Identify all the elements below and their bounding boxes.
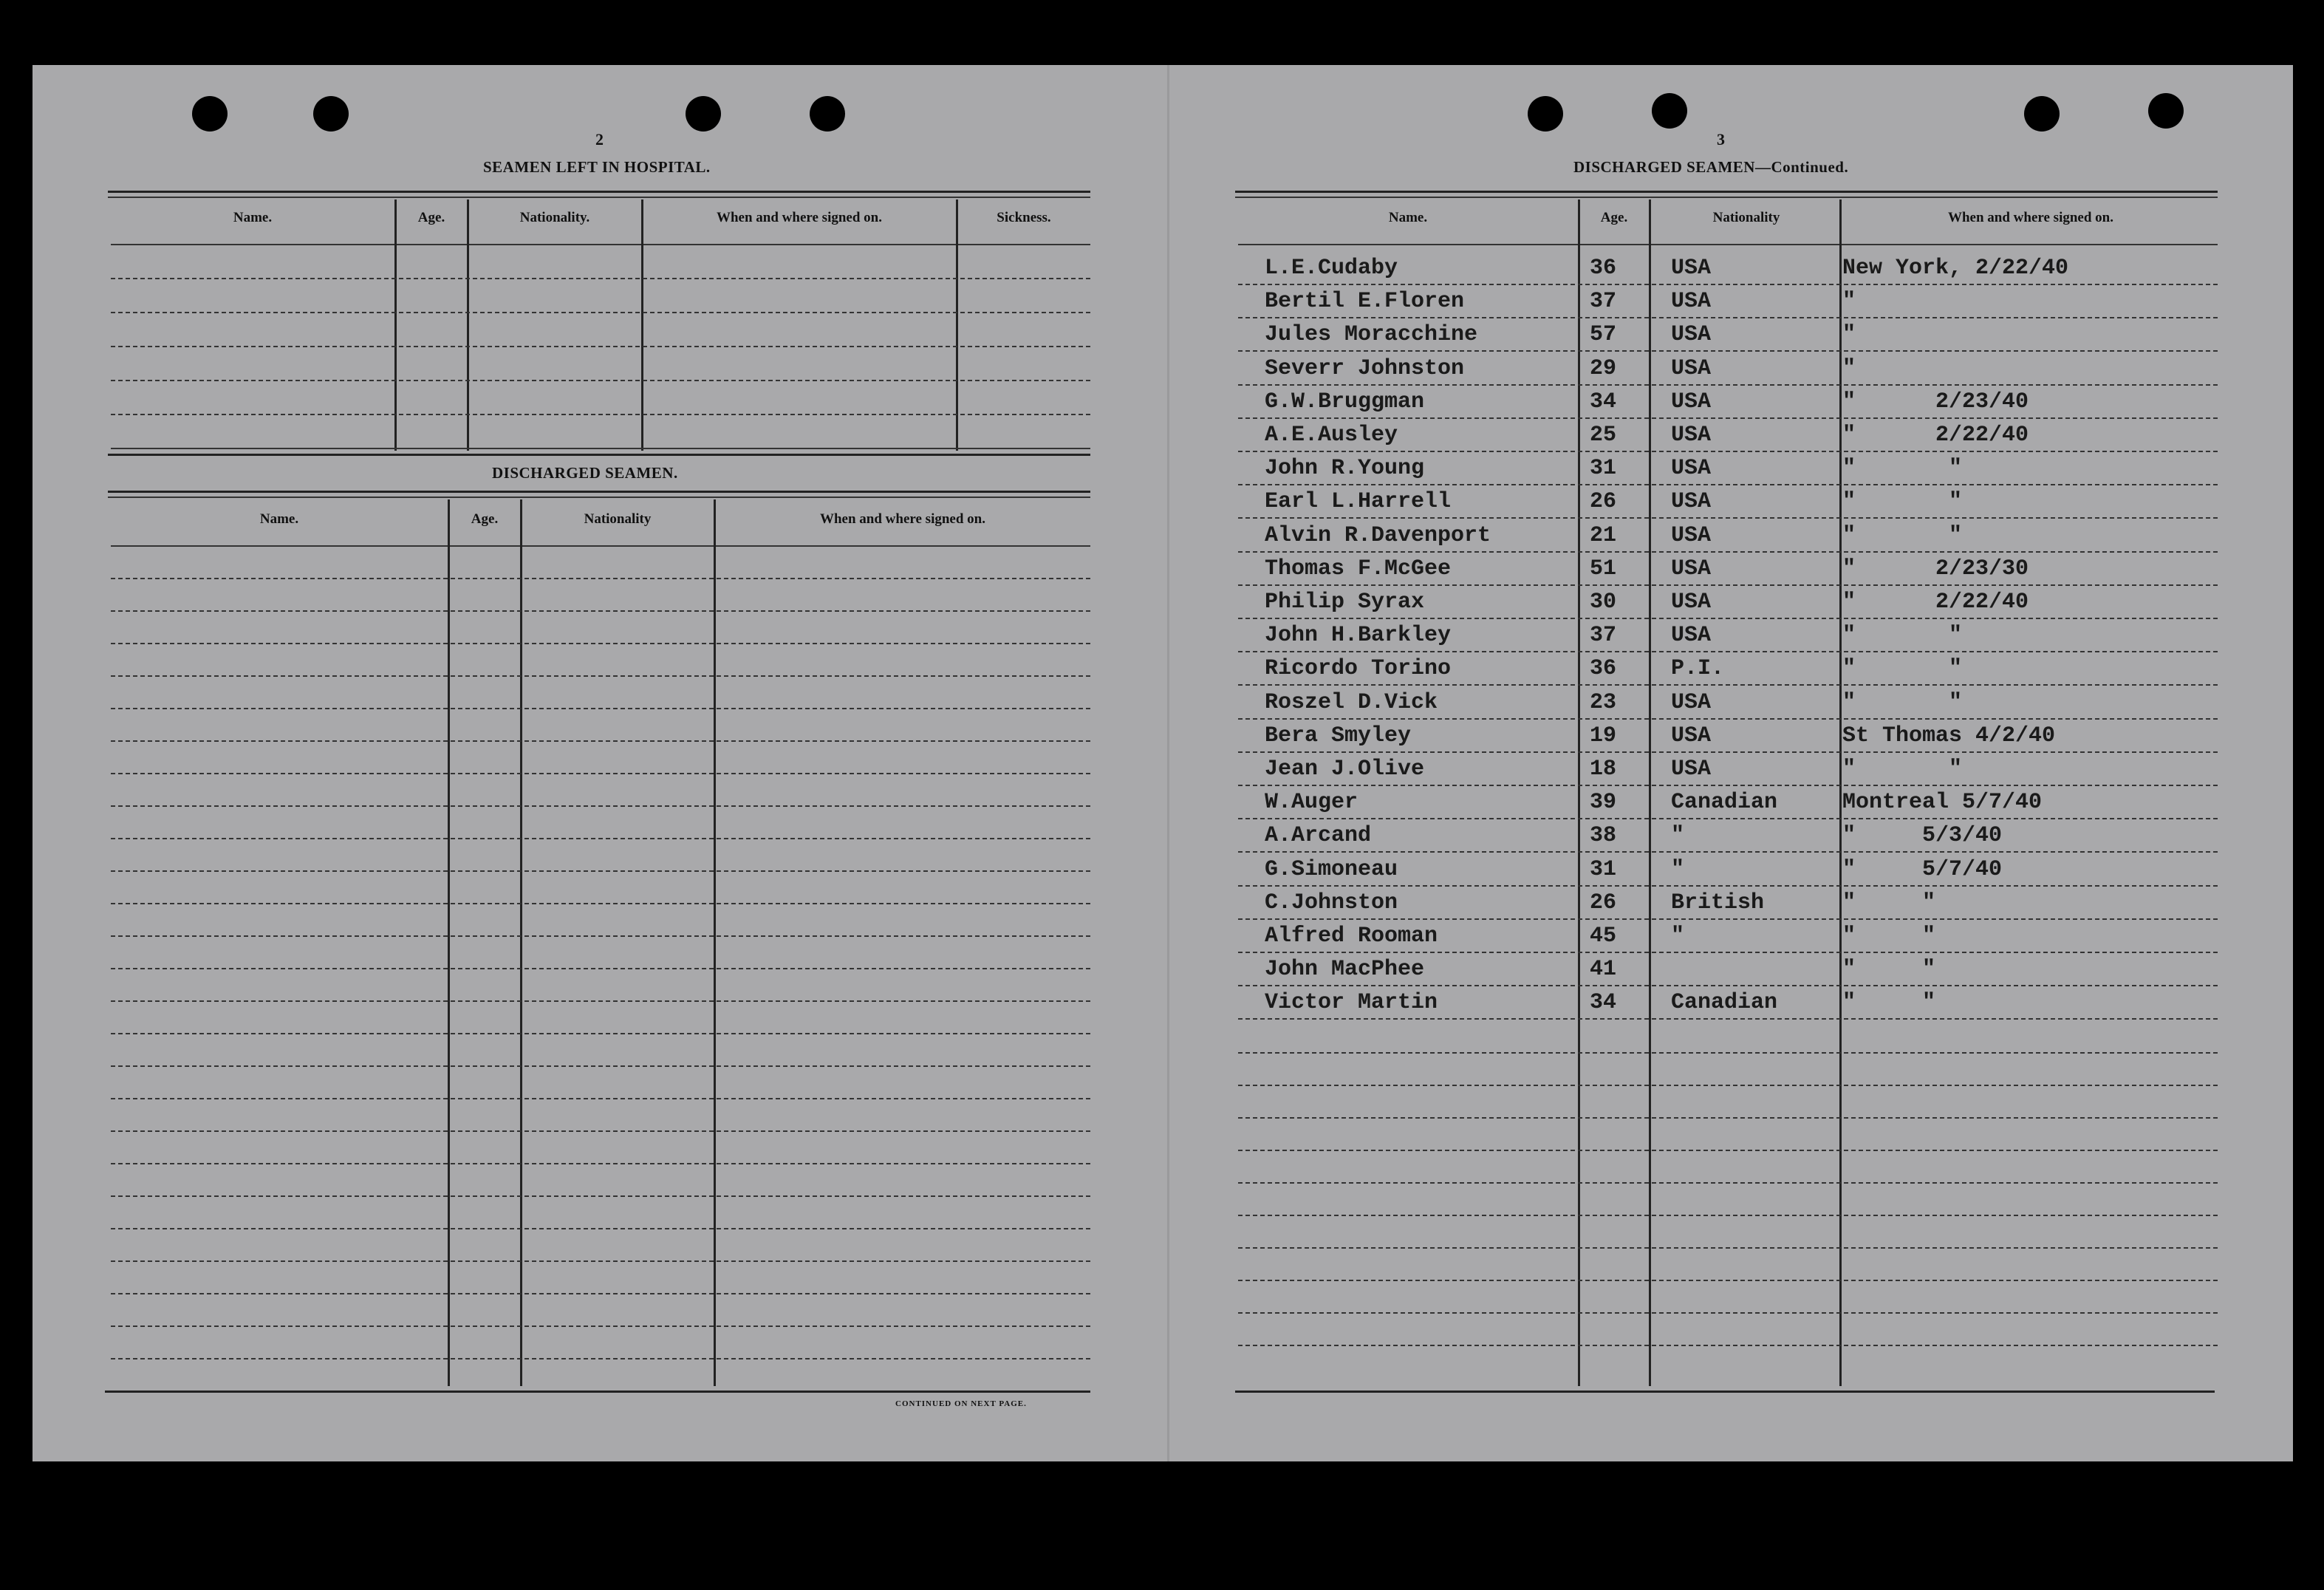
hospital-section-title: SEAMEN LEFT IN HOSPITAL.: [483, 158, 711, 176]
right-row-line: [1238, 384, 2218, 386]
right-column-divider: [1578, 199, 1580, 1386]
right-top-rule: [1235, 197, 2218, 198]
discharged-row-line: [111, 935, 1090, 937]
seaman-signed-on: New York, 2/22/40: [1842, 256, 2069, 281]
seaman-age: 36: [1590, 656, 1617, 681]
seaman-nationality: USA: [1671, 456, 1712, 481]
seaman-signed-on: St Thomas 4/2/40: [1842, 723, 2056, 748]
right-row-line: [1238, 451, 2218, 452]
hospital-row-line: [111, 346, 1090, 347]
right-row-line: [1238, 1117, 2218, 1119]
right-row-line: [1238, 618, 2218, 619]
right-row-line: [1238, 1280, 2218, 1281]
seaman-name: Earl L.Harrell: [1265, 489, 1452, 514]
discharged-section-title: DISCHARGED SEAMEN.: [492, 464, 678, 482]
discharged-row-line: [111, 1293, 1090, 1294]
seaman-name: G.W.Bruggman: [1265, 389, 1425, 414]
right-row-line: [1238, 1215, 2218, 1216]
binder-hole: [1528, 96, 1563, 132]
seaman-age: 31: [1590, 456, 1617, 481]
seaman-name: John H.Barkley: [1265, 623, 1452, 648]
discharged-column-divider: [520, 499, 522, 1386]
seaman-name: A.Arcand: [1265, 823, 1372, 848]
hospital-header-sickness: Sickness.: [997, 210, 1051, 225]
binder-hole: [313, 96, 349, 132]
seaman-signed-on: " 2/23/40: [1842, 389, 2029, 414]
discharged-top-rule: [108, 497, 1090, 498]
seaman-nationality: USA: [1671, 723, 1712, 748]
seaman-name: Roszel D.Vick: [1265, 690, 1438, 715]
discharged-row-line: [111, 773, 1090, 774]
seaman-signed-on: " ": [1842, 523, 1963, 548]
seaman-signed-on: " 2/22/40: [1842, 590, 2029, 615]
hospital-header-name: Name.: [233, 210, 273, 225]
continued-note: CONTINUED ON NEXT PAGE.: [895, 1399, 1027, 1408]
seaman-age: 38: [1590, 823, 1617, 848]
seaman-signed-on: " ": [1842, 990, 1936, 1015]
discharged-row-line: [111, 1033, 1090, 1034]
seaman-signed-on: ": [1842, 322, 1856, 347]
hospital-header-age: Age.: [417, 210, 445, 225]
seaman-name: John R.Young: [1265, 456, 1425, 481]
seaman-nationality: ": [1671, 823, 1685, 848]
seaman-name: W.Auger: [1265, 790, 1358, 815]
discharged-row-line: [111, 643, 1090, 644]
discharged-row-line: [111, 1130, 1090, 1132]
seaman-nationality: USA: [1671, 489, 1712, 514]
seaman-name: Alfred Rooman: [1265, 924, 1438, 949]
seaman-nationality: British: [1671, 890, 1765, 915]
seaman-signed-on: " ": [1842, 957, 1936, 982]
seaman-nationality: USA: [1671, 289, 1712, 314]
seaman-name: A.E.Ausley: [1265, 423, 1398, 448]
seaman-name: Bertil E.Floren: [1265, 289, 1465, 314]
seaman-signed-on: " 2/23/30: [1842, 556, 2029, 581]
right-top-rule: [1235, 191, 2218, 193]
right-row-line: [1238, 952, 2218, 953]
discharged-row-line: [111, 708, 1090, 709]
seaman-signed-on: " ": [1842, 690, 1963, 715]
hospital-column-divider: [467, 199, 469, 451]
hospital-bottom-rule: [108, 454, 1090, 456]
right-row-line: [1238, 1085, 2218, 1086]
seaman-age: 39: [1590, 790, 1617, 815]
seaman-nationality: ": [1671, 857, 1685, 882]
seaman-age: 19: [1590, 723, 1617, 748]
seaman-age: 26: [1590, 489, 1617, 514]
right-section-title: DISCHARGED SEAMEN—Continued.: [1573, 158, 1849, 176]
right-row-line: [1238, 517, 2218, 519]
right-row-line: [1238, 1312, 2218, 1314]
right-row-line: [1238, 484, 2218, 485]
seaman-signed-on: " ": [1842, 656, 1963, 681]
discharged-row-line: [111, 1260, 1090, 1262]
right-header-age: Age.: [1600, 210, 1628, 225]
seaman-nationality: USA: [1671, 690, 1712, 715]
right-row-line: [1238, 985, 2218, 986]
right-row-line: [1238, 1247, 2218, 1249]
right-row-line: [1238, 1150, 2218, 1151]
seaman-name: Jean J.Olive: [1265, 757, 1425, 782]
discharged-header-signed-on: When and where signed on.: [819, 511, 985, 527]
hospital-column-divider: [394, 199, 397, 451]
seaman-signed-on: " ": [1842, 890, 1936, 915]
discharged-row-line: [111, 610, 1090, 612]
discharged-row-line: [111, 1228, 1090, 1229]
binder-hole: [2024, 96, 2060, 132]
right-row-line: [1238, 785, 2218, 786]
seaman-age: 37: [1590, 623, 1617, 648]
discharged-header-nationality: Nationality: [584, 511, 652, 527]
hospital-row-line: [111, 312, 1090, 313]
seaman-signed-on: " ": [1842, 489, 1963, 514]
seaman-name: C.Johnston: [1265, 890, 1398, 915]
discharged-row-line: [111, 838, 1090, 839]
discharged-row-line: [111, 1163, 1090, 1164]
seaman-name: Thomas F.McGee: [1265, 556, 1452, 581]
right-column-divider: [1839, 199, 1842, 1386]
seaman-age: 51: [1590, 556, 1617, 581]
right-row-line: [1238, 350, 2218, 352]
seaman-age: 29: [1590, 356, 1617, 381]
seaman-age: 34: [1590, 389, 1617, 414]
discharged-row-line: [111, 740, 1090, 742]
discharged-row-line: [111, 1065, 1090, 1067]
seaman-nationality: USA: [1671, 356, 1712, 381]
seaman-age: 41: [1590, 957, 1617, 982]
hospital-top-rule: [108, 197, 1090, 198]
discharged-row-line: [111, 968, 1090, 969]
seaman-signed-on: " ": [1842, 757, 1963, 782]
seaman-name: Alvin R.Davenport: [1265, 523, 1491, 548]
seaman-name: Philip Syrax: [1265, 590, 1425, 615]
right-row-line: [1238, 1182, 2218, 1184]
seaman-nationality: USA: [1671, 623, 1712, 648]
hospital-row-line: [111, 414, 1090, 415]
right-bottom-rule: [1235, 1391, 2215, 1393]
right-header-name: Name.: [1388, 210, 1428, 225]
binder-hole: [2148, 93, 2184, 129]
discharged-row-line: [111, 578, 1090, 579]
seaman-signed-on: ": [1842, 289, 1856, 314]
discharged-row-line: [111, 805, 1090, 807]
seaman-name: Ricordo Torino: [1265, 656, 1452, 681]
seaman-age: 23: [1590, 690, 1617, 715]
right-page-number: 3: [1717, 130, 1725, 149]
seaman-name: Victor Martin: [1265, 990, 1438, 1015]
seaman-age: 21: [1590, 523, 1617, 548]
hospital-header-signed-on: When and where signed on.: [716, 210, 882, 225]
hospital-row-line: [111, 380, 1090, 381]
seaman-nationality: USA: [1671, 389, 1712, 414]
discharged-header-name: Name.: [259, 511, 299, 527]
seaman-age: 37: [1590, 289, 1617, 314]
binder-hole: [810, 96, 845, 132]
seaman-signed-on: " 5/7/40: [1842, 857, 2003, 882]
seaman-age: 57: [1590, 322, 1617, 347]
hospital-column-divider: [956, 199, 958, 451]
seaman-age: 36: [1590, 256, 1617, 281]
hospital-top-rule: [108, 191, 1090, 193]
right-row-line: [1238, 885, 2218, 887]
page-fold: [1167, 65, 1169, 1461]
binder-hole: [686, 96, 721, 132]
seaman-name: John MacPhee: [1265, 957, 1425, 982]
seaman-age: 25: [1590, 423, 1617, 448]
seaman-signed-on: Montreal 5/7/40: [1842, 790, 2043, 815]
seaman-nationality: Canadian: [1671, 790, 1778, 815]
hospital-header-nationality: Nationality.: [519, 210, 590, 225]
right-row-line: [1238, 851, 2218, 853]
seaman-signed-on: " 2/22/40: [1842, 423, 2029, 448]
seaman-signed-on: " 5/3/40: [1842, 823, 2003, 848]
seaman-age: 26: [1590, 890, 1617, 915]
seaman-age: 45: [1590, 924, 1617, 949]
seaman-nationality: P.I.: [1671, 656, 1725, 681]
discharged-column-divider: [714, 499, 716, 1386]
seaman-nationality: USA: [1671, 523, 1712, 548]
seaman-name: L.E.Cudaby: [1265, 256, 1398, 281]
seaman-signed-on: " ": [1842, 456, 1963, 481]
discharged-row-line: [111, 1325, 1090, 1327]
right-row-line: [1238, 1018, 2218, 1020]
discharged-bottom-rule: [105, 1391, 1090, 1393]
discharged-row-line: [111, 1195, 1090, 1197]
seaman-name: Bera Smyley: [1265, 723, 1412, 748]
discharged-column-divider: [448, 499, 450, 1386]
discharged-top-rule: [108, 491, 1090, 493]
right-row-line: [1238, 584, 2218, 586]
right-row-line: [1238, 1052, 2218, 1054]
right-row-line: [1238, 551, 2218, 553]
seaman-nationality: USA: [1671, 322, 1712, 347]
discharged-header-rule: [111, 545, 1090, 547]
right-row-line: [1238, 684, 2218, 686]
left-page-number: 2: [595, 130, 604, 149]
right-header-rule: [1238, 244, 2218, 245]
seaman-signed-on: ": [1842, 356, 1856, 381]
seaman-name: G.Simoneau: [1265, 857, 1398, 882]
right-header-signed-on: When and where signed on.: [1947, 210, 2113, 225]
right-row-line: [1238, 284, 2218, 285]
seaman-signed-on: " ": [1842, 623, 1963, 648]
hospital-header-rule: [111, 244, 1090, 245]
right-header-nationality: Nationality: [1712, 210, 1780, 225]
discharged-row-line: [111, 903, 1090, 904]
seaman-age: 18: [1590, 757, 1617, 782]
seaman-nationality: USA: [1671, 256, 1712, 281]
seaman-nationality: USA: [1671, 590, 1712, 615]
seaman-name: Jules Moracchine: [1265, 322, 1478, 347]
discharged-row-line: [111, 1000, 1090, 1002]
hospital-column-divider: [641, 199, 643, 451]
hospital-row-line: [111, 278, 1090, 279]
binder-hole: [192, 96, 228, 132]
discharged-row-line: [111, 1098, 1090, 1099]
seaman-nationality: ": [1671, 924, 1685, 949]
discharged-row-line: [111, 1358, 1090, 1359]
right-row-line: [1238, 818, 2218, 819]
seaman-age: 30: [1590, 590, 1617, 615]
seaman-nationality: USA: [1671, 556, 1712, 581]
seaman-signed-on: " ": [1842, 924, 1936, 949]
binder-hole: [1652, 93, 1687, 129]
hospital-bottom-rule: [111, 448, 1090, 449]
seaman-age: 31: [1590, 857, 1617, 882]
right-row-line: [1238, 718, 2218, 720]
discharged-row-line: [111, 675, 1090, 677]
right-row-line: [1238, 751, 2218, 753]
seaman-name: Severr Johnston: [1265, 356, 1465, 381]
right-row-line: [1238, 1345, 2218, 1346]
right-row-line: [1238, 417, 2218, 419]
seaman-nationality: Canadian: [1671, 990, 1778, 1015]
right-row-line: [1238, 317, 2218, 318]
discharged-row-line: [111, 870, 1090, 872]
seaman-nationality: USA: [1671, 757, 1712, 782]
discharged-header-age: Age.: [471, 511, 499, 527]
seaman-nationality: USA: [1671, 423, 1712, 448]
right-row-line: [1238, 918, 2218, 920]
right-column-divider: [1649, 199, 1651, 1386]
right-row-line: [1238, 651, 2218, 652]
seaman-age: 34: [1590, 990, 1617, 1015]
